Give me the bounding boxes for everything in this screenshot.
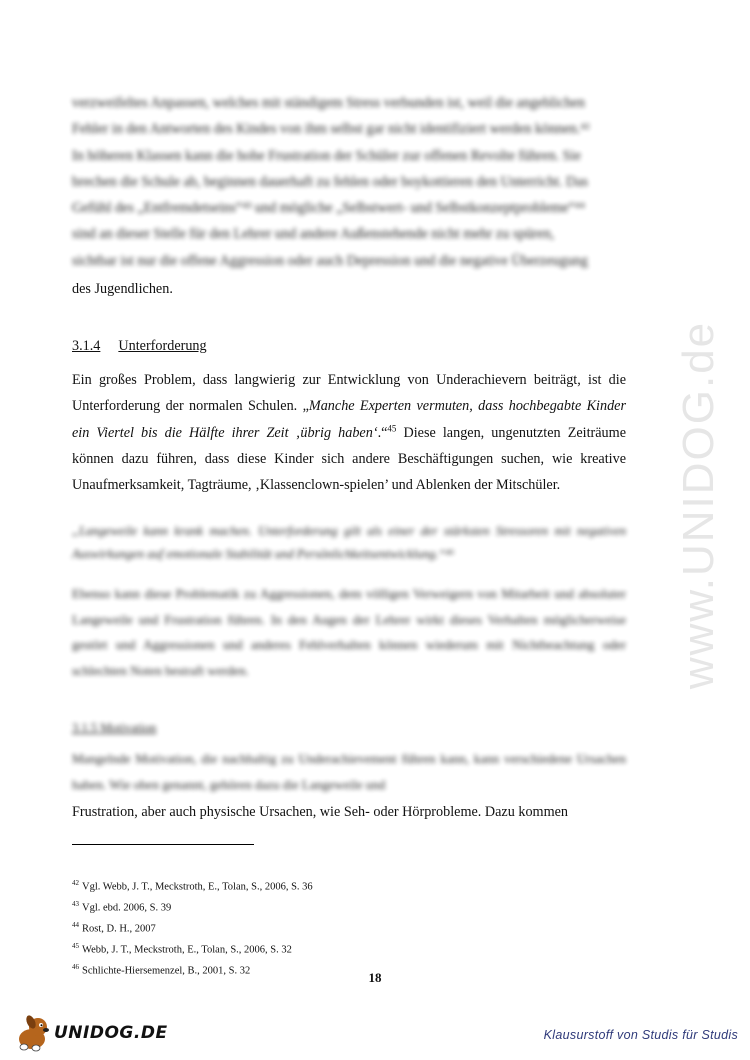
footnote-ref: 45 [387, 422, 397, 433]
watermark-text: www.UNIDOG.de [674, 320, 723, 690]
footnote-text: Rost, D. H., 2007 [82, 923, 156, 935]
body-text: Ein großes Problem, dass langwierig zur Entwicklung von Underachievern beiträgt, ist die Unterforderung der normalen Schulen. „ [72, 372, 626, 415]
text-line: Gefühl des „Entfremdetseins“⁴³ und mögliche „Selbstwert- und Selbstkonzeptprobleme“⁴⁴ [72, 200, 585, 217]
section-number: 3.1.4 [72, 338, 101, 354]
section-body-last-line: Frustration, aber auch physische Ursachen, wie Seh- oder Hörprobleme. Dazu kommen [72, 804, 569, 820]
footnote-number: 42 [72, 879, 79, 887]
text-line: Fehler in den Antworten des Kindes von ihm selbst gar nicht identifiziert werden können.⁴² [72, 121, 590, 138]
section-heading-blurred: 3.1.5 Motivation [72, 721, 157, 735]
paragraph-text: Mangelnde Motivation, die nachhaltig zu Underachievement führen kann, kann verschiedene Ursachen haben. Wie oben genannt, gehören dazu die Langeweile und [72, 751, 626, 792]
slogan: Klausurstoff von Studis für Studis [543, 1028, 738, 1042]
footnote-text: Schlichte-Hiersemenzel, B., 2001, S. 32 [82, 965, 251, 977]
footnote-divider [72, 844, 254, 845]
quote-text: „Langeweile kann krank machen. Unterforderung gilt als einer der stärksten Stressoren mit negativen Auswirkungen auf emotionale Stabilität und Persönlichkeitsentwicklung.“⁴⁶ [72, 524, 626, 561]
footnote [72, 896, 313, 917]
paragraph-text: Ebenso kann diese Problematik zu Aggressionen, dem völligen Verweigern von Mitarbeit und absoluter Langeweile und Frustration führen. In den Augen der Lehrer wirkt dieses Verhalten möglicherweise gestört und Aggressionen und anderes Fehlverhalten können wiederum mit Nichtbeachtung oder schlechten Noten bestraft werden. [72, 586, 626, 678]
text-line: brechen die Schule ab, beginnen dauerhaft zu fehlen oder boykottieren den Unterricht. Das [72, 173, 589, 190]
quote-close: .“ [377, 424, 388, 441]
footnote [72, 938, 313, 959]
footnote-number: 45 [72, 942, 79, 950]
watermark [669, 280, 729, 730]
body-paragraph [72, 367, 626, 498]
section-body [72, 367, 626, 498]
footnote-text: Vgl. ebd. 2006, S. 39 [82, 902, 172, 914]
paragraph-last-line: des Jugendlichen. [72, 281, 173, 297]
footnote-text: Webb, J. T., Meckstroth, E., Tolan, S., 2006, S. 32 [82, 944, 292, 956]
text-line: In höheren Klassen kann die hohe Frustration der Schüler zur offenen Revolte führen. Sie [72, 147, 581, 164]
section-heading [72, 338, 207, 355]
logo-text: UNIDOG.DE [54, 1023, 168, 1043]
unidog-logo[interactable] [12, 1013, 168, 1053]
footnote-number: 43 [72, 900, 79, 908]
blurred-quote [72, 520, 626, 566]
inline-quote: Manche Experten vermuten, dass hochbegabte Kinder ein Viertel bis die Hälfte ihrer Zeit ‚übrig haben‘ [72, 398, 626, 441]
blurred-paragraph [72, 581, 626, 683]
section-title: Unterforderung [118, 338, 207, 354]
blurred-paragraph-top [72, 90, 626, 274]
footnote-text: Vgl. Webb, J. T., Meckstroth, E., Tolan, S., 2006, S. 36 [82, 881, 313, 893]
footnote [72, 917, 313, 938]
text-line: verzweifeltes Anpassen, welches mit ständigem Stress verbunden ist, weil die angeblichen [72, 95, 585, 111]
page-number: 18 [368, 970, 382, 985]
body-text: Diese langen, ungenutzten Zeiträume können dazu führen, dass diese Kinder sich andere Beschäftigungen suchen, wie kreative Unaufmerksamkeit, Tagträume, ‚Klassenclown-spielen’ und Ablenken der Mitschüler. [72, 424, 626, 494]
footnote [72, 875, 313, 896]
footnotes [72, 875, 313, 980]
dog-icon [12, 1013, 56, 1053]
footnote-number: 44 [72, 921, 79, 929]
footnote-number: 46 [72, 963, 79, 971]
text-line: sind an dieser Stelle für den Lehrer und andere Außenstehende nicht mehr zu spüren, [72, 226, 555, 243]
blurred-section-body [72, 746, 626, 797]
text-line: sichtbar ist nur die offene Aggression oder auch Depression und die negative Überzeugung [72, 252, 588, 269]
